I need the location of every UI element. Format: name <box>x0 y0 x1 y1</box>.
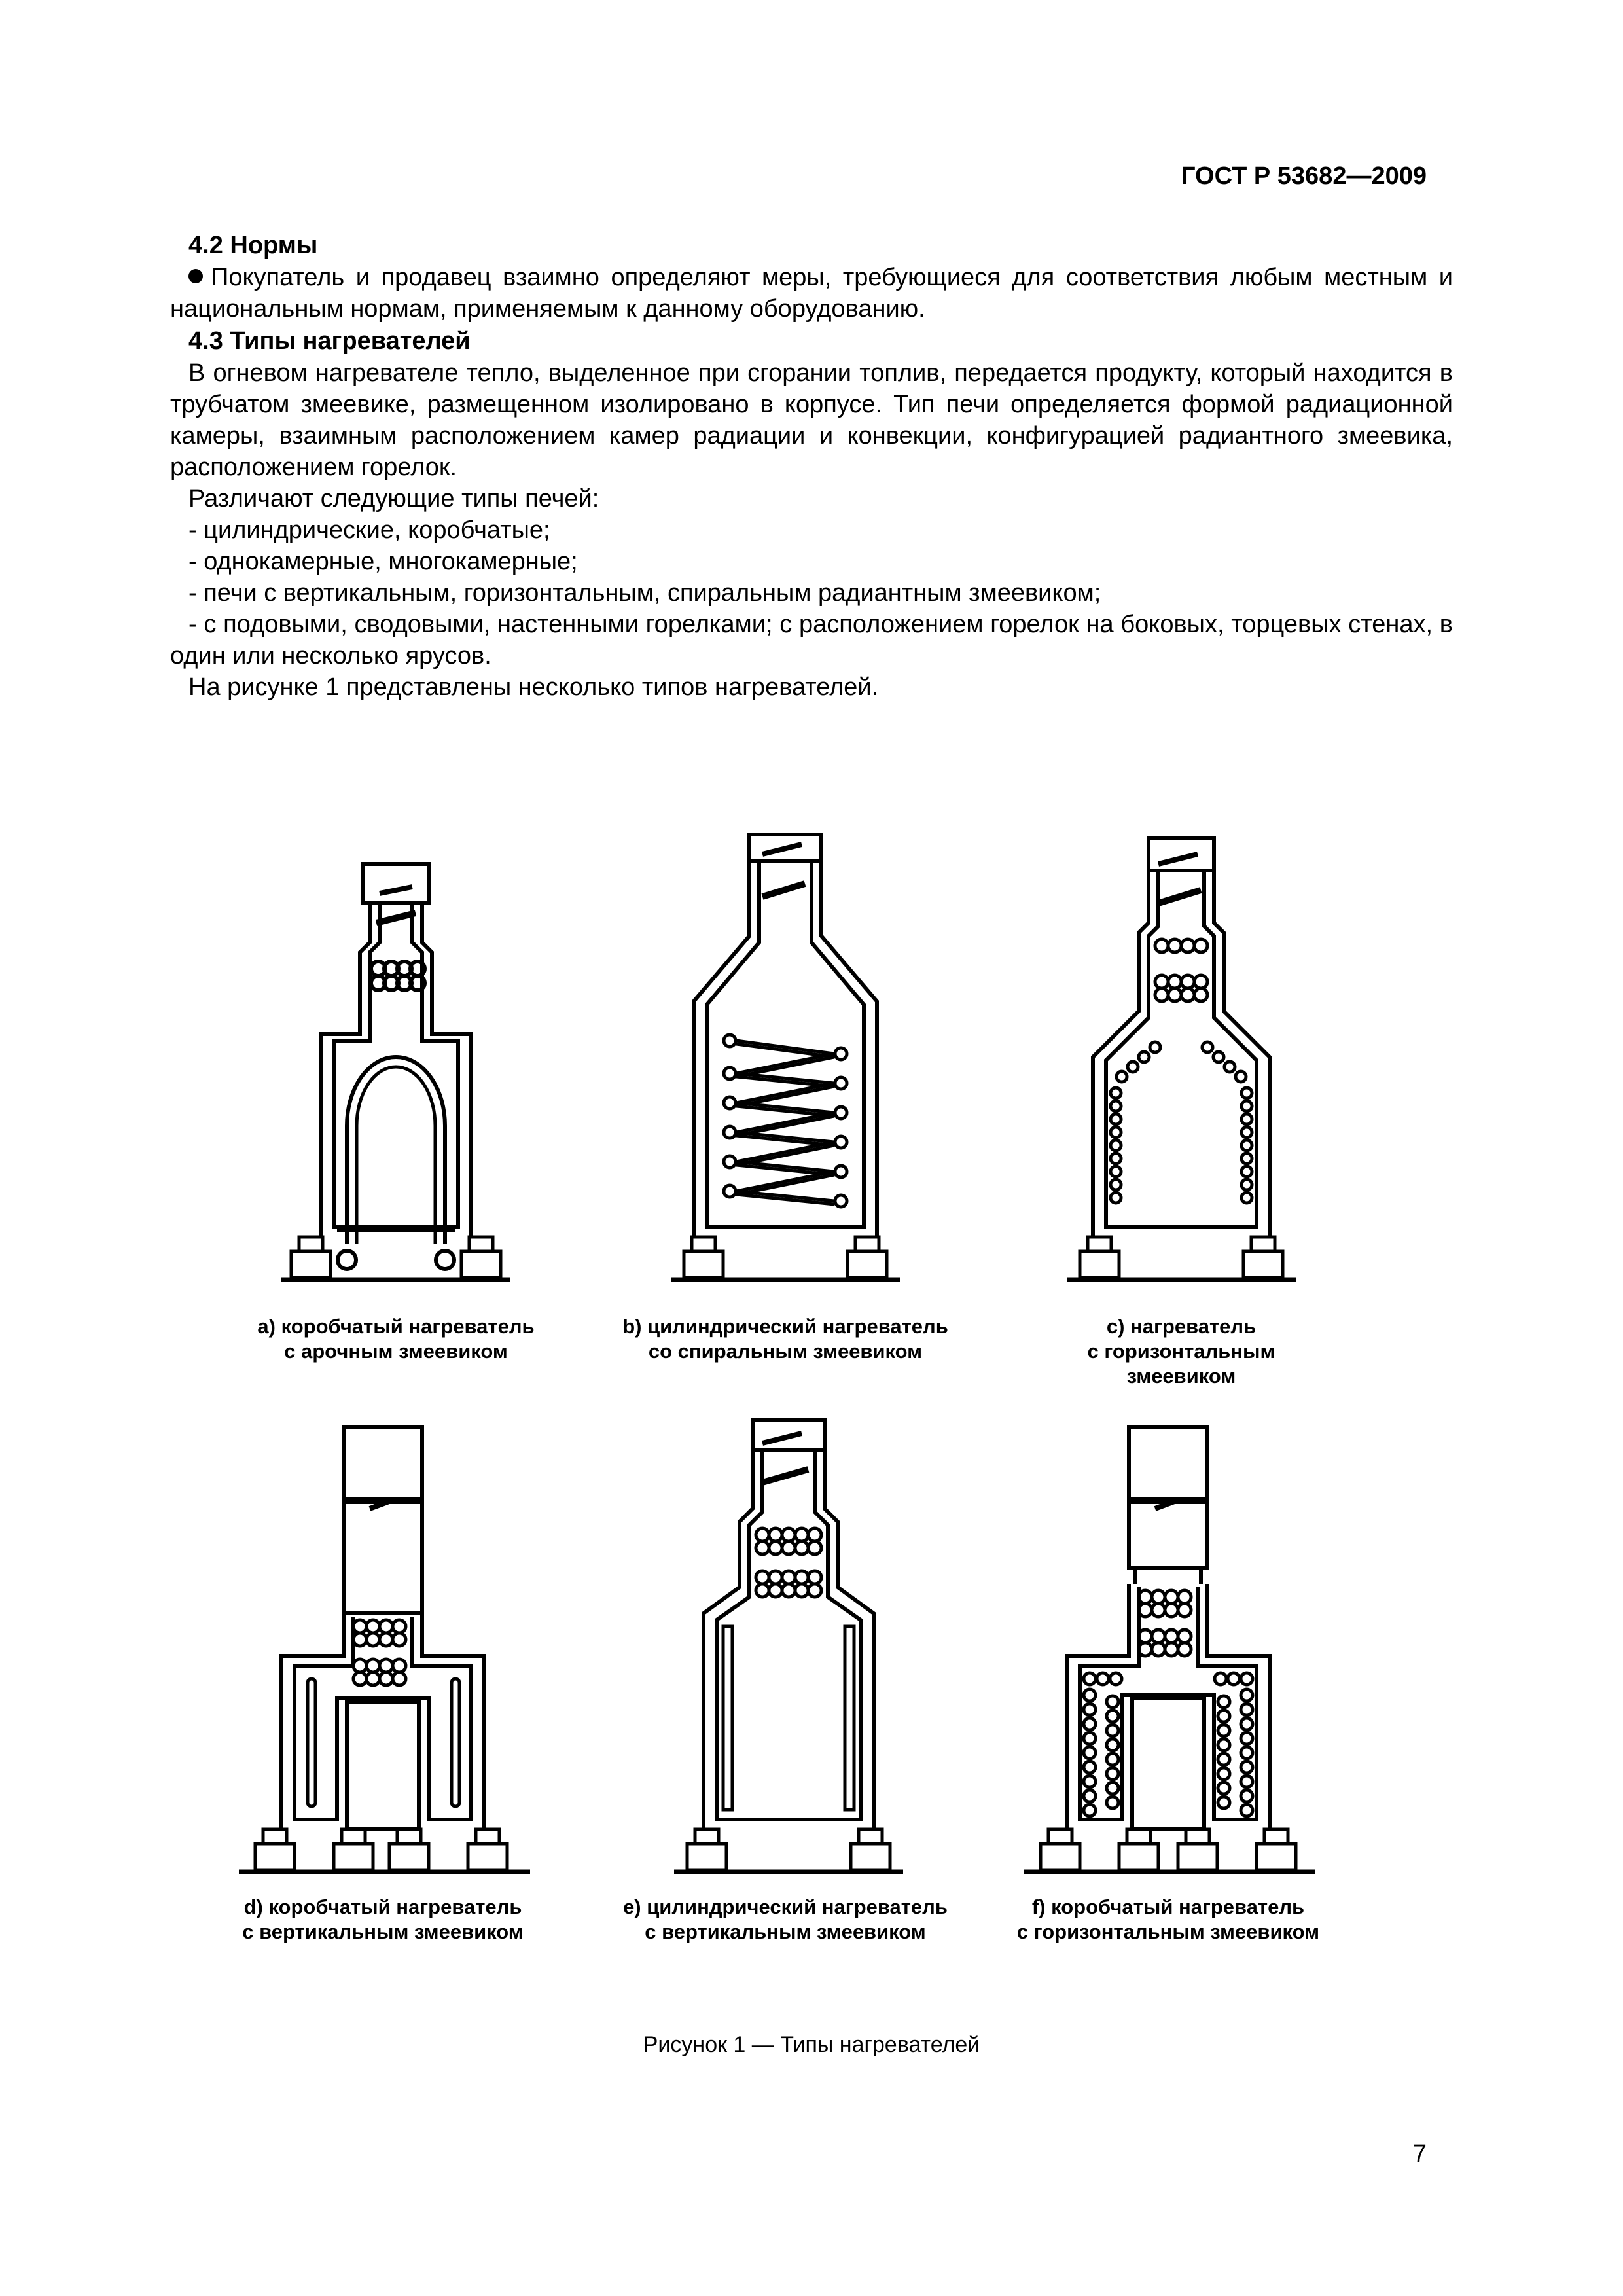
caption-c: с) нагреватель с горизонтальным змеевиком <box>1087 1315 1275 1388</box>
heater-a-diagram <box>281 864 510 1280</box>
heater-f-diagram <box>1024 1427 1315 1872</box>
heater-e-diagram <box>674 1420 903 1872</box>
heater-c-diagram <box>1067 838 1296 1280</box>
heater-b-diagram <box>671 834 900 1280</box>
caption-f: f) коробчатый нагреватель с горизонтальным змеевиком <box>1016 1895 1320 1943</box>
paragraph-1: В огневом нагревателе тепло, выделенное при сгорании топлив, передается продукту, который находится в трубчатом змеевике, размещенном изолировано в корпусе. Тип печи определяется формой радиационной камеры, взаимным расположением камер радиации и конвекции, конфигурацией радиантного змеевика, расположением горелок. <box>170 359 1453 481</box>
list-item: - печи с вертикальным, горизонтальным, спиральным радиантным змеевиком; <box>188 579 1101 607</box>
section-4-2-bullet <box>170 262 1453 325</box>
caption-e: е) цилиндрический нагреватель с вертикальным змеевиком <box>623 1895 948 1943</box>
bullet-text: Покупатель и продавец взаимно определяют меры, требующиеся для соответствия любым местным и национальным нормам, применяемым к данному оборудованию. <box>170 264 1453 323</box>
section-4-2-title: 4.2 Нормы <box>188 232 318 259</box>
caption-d: d) коробчатый нагреватель с вертикальным змеевиком <box>242 1895 524 1943</box>
heater-d-diagram <box>239 1427 530 1872</box>
paragraph-2: Различают следующие типы печей: <box>188 485 599 512</box>
caption-b: b) цилиндрический нагреватель со спиральным змеевиком <box>622 1315 948 1363</box>
document-id: ГОСТ Р 53682—2009 <box>1181 162 1427 190</box>
figure-title: Рисунок 1 — Типы нагревателей <box>643 2032 980 2057</box>
body-text <box>170 229 1453 703</box>
page-number: 7 <box>1412 2140 1427 2168</box>
section-4-3-title: 4.3 Типы нагревателей <box>188 327 471 355</box>
heater-types-figure <box>0 785 1623 2029</box>
list-item: - цилиндрические, коробчатые; <box>188 516 550 544</box>
paragraph-3: На рисунке 1 представлены несколько типов нагревателей. <box>188 673 879 701</box>
bullet-icon <box>188 269 203 283</box>
list-item: - с подовыми, сводовыми, настенными горелками; с расположением горелок на боковых, торцевых стенах, в один или несколько ярусов. <box>170 611 1453 670</box>
caption-a: а) коробчатый нагреватель с арочным змеевиком <box>257 1315 535 1363</box>
list-item: - однокамерные, многокамерные; <box>188 548 578 575</box>
